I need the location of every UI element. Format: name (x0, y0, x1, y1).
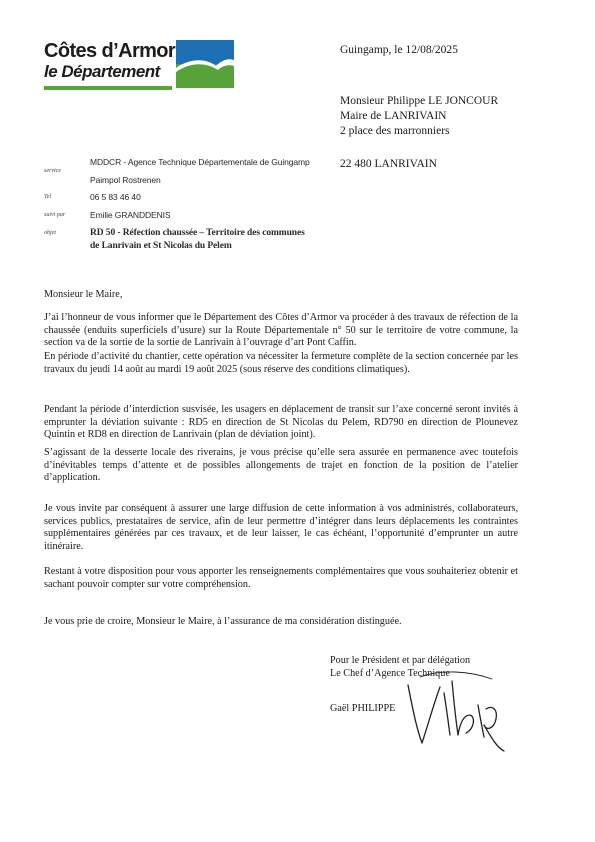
sender-service: MDDCR - Agence Technique Départementale de Guingamp (90, 157, 310, 167)
paragraph-local-access: S’agissant de la desserte locale des riverains, je vous précise qu’elle sera assurée en permanence avec toutefois d’inévitables temps d’attente et de possibles allongements de trajet en fonction de la position de l’atelier d’application. (44, 447, 518, 484)
recipient-street: 2 place des marronniers (340, 125, 450, 137)
sender-service-label: service (44, 168, 61, 174)
department-logo (44, 40, 240, 92)
signature-name: Gaël PHILIPPE (330, 703, 396, 714)
logo-green-rule (44, 86, 172, 90)
paragraph-availability: Restant à votre disposition pour vous apporter les renseignements complémentaires que vous souhaiteriez obtenir et sachant pouvoir compter sur votre compréhension. (44, 566, 518, 590)
paragraph-works: J’ai l’honneur de vous informer que le Département des Côtes d’Armor va procéder à des travaux de réfection de la chaussée (enduits superficiels d’usure) sur la Route Départementale n° 50 sur le territoire de votre commune, la section va de la sortie de la sortie de Lanrivain à l’ouvrage d’art Pont Caffin. (44, 312, 518, 349)
signature-role: Le Chef d’Agence Technique (330, 668, 450, 679)
recipient-name: Monsieur Philippe LE JONCOUR (340, 95, 499, 107)
sender-person-label: suivi par (44, 212, 66, 218)
recipient-city: 22 480 LANRIVAIN (340, 158, 437, 170)
sender-person: Emilie GRANDDENIS (90, 210, 171, 220)
salutation: Monsieur le Maire, (44, 289, 123, 300)
sender-object-label: objet (44, 230, 56, 236)
sender-tel: 06 5 83 46 40 (90, 192, 141, 202)
logo-text-line1: Côtes d’Armor (44, 40, 176, 62)
paragraph-detour: Pendant la période d’interdiction susvisée, les usagers en déplacement de transit sur l’axe concerné seront invités à emprunter la déviation suivante : RD5 en direction de St Nicolas du Pelem, RD790 en direction de Plounevez Quintin et RD8 en direction de Lanrivain (plan de déviation joint). (44, 404, 518, 441)
logo-emblem-icon (176, 40, 234, 88)
sender-object-line1: RD 50 - Réfection chaussée – Territoire des communes (90, 228, 305, 238)
sender-service-line2: Paimpol Rostrenen (90, 175, 161, 185)
handwritten-signature (400, 665, 510, 755)
paragraph-diffusion: Je vous invite par conséquent à assurer une large diffusion de cette information à vos administrés, collaborateurs, services publics, prestataires de service, afin de leur permettre d’intégrer dans leurs déplacements les contraintes supplémentaires générées par ces travaux, et de leur laisser, le cas échéant, l’opportunité d’emprunter un autre itinéraire. (44, 503, 518, 552)
letter-date: Guingamp, le 12/08/2025 (340, 44, 458, 56)
paragraph-closing: Je vous prie de croire, Monsieur le Maire, à l’assurance de ma considération distinguée. (44, 616, 402, 627)
signature-delegation: Pour le Président et par délégation (330, 655, 471, 666)
recipient-role: Maire de LANRIVAIN (340, 110, 447, 122)
sender-tel-label: Tel (44, 194, 52, 200)
paragraph-closure: En période d’activité du chantier, cette opération va nécessiter la fermeture complète de la section concernée par les travaux du jeudi 14 août au mardi 19 août 2025 (sous réserve des conditions climatiques). (44, 351, 518, 375)
logo-text-line2: le Département (44, 62, 160, 81)
sender-object-line2: de Lanrivain et St Nicolas du Pelem (90, 241, 232, 251)
